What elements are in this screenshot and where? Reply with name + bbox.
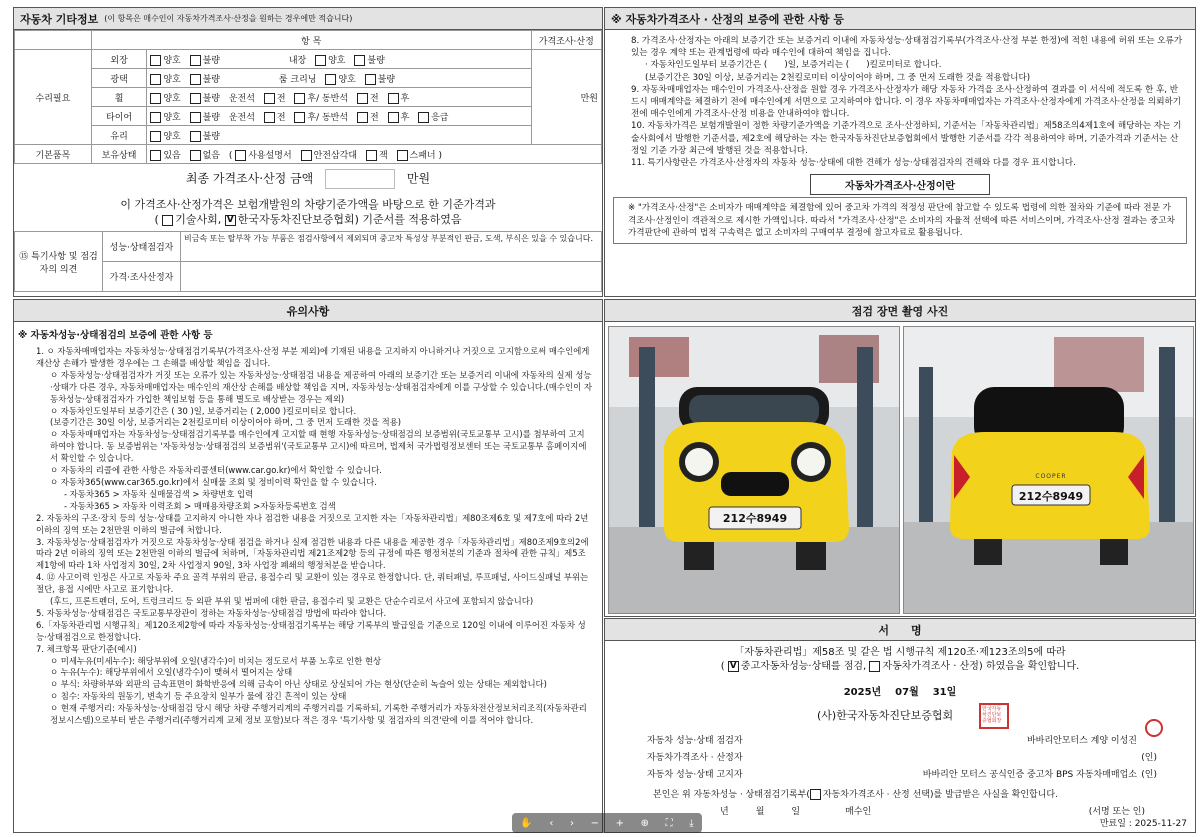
opt-label: 불량 (202, 112, 220, 123)
col-price-label: 가격조사·산정 (531, 31, 601, 50)
signature-row-value: 바바리안모터스 계양 이성진 (1026, 736, 1137, 746)
wheel-bad-checkbox[interactable] (190, 93, 201, 104)
caution-item: ㅇ 부식: 차량하부와 외판의 금속표면이 화학반응에 의해 금속이 아닌 상태로 상실되어 가는 현상(단순히 녹슬어 있는 상태는 제외합니다) (50, 679, 547, 690)
confirm-price-checkbox[interactable] (810, 789, 821, 800)
signature-row (605, 767, 1195, 784)
caution-item: - 자동차365 > 자동차 실매물검색 > 차량번호 입력 (64, 488, 254, 499)
repair-table: 항 목 가격조사·산정 수리필요 외장 양호 불량 내장 양호 불량 만원 광택 양호 불량 룸 크리닝 양호 불량 휠 양호 불량 운전석 전 후/ 동반석 전 후 타이어 양호 불량 운전석 전 후/ 동반석 전 후 응급 유리 양호 불량 기본품목 보유상태 있음 없음 ( 사용설명서 안전삼각대 잭 스패너 ) (14, 30, 602, 164)
sig-org: (사)한국자동차진단보증협회 (817, 709, 954, 722)
driver-label: 운전석 (228, 93, 255, 104)
repair-price-unit: 만원 (531, 50, 601, 145)
guarantee-item-8b: (보증기간은 30일 이상, 보증거리는 2천킬로미터 이상이어야 하며, 그 중 먼저 도래한 것을 적용합니다) (645, 72, 1031, 83)
price-definition-text: ※ "가격조사·산정"은 소비자가 매매계약을 체결함에 있어 중고차 가격의 적정성 판단에 참고할 수 있도록 법령에 의한 절차와 기준에 따라 전문 가격조사·산정인이 객관적으로 제시한 가액입니다. 따라서 "가격조사·산정"은 소비자의 자율적 선택에 따른 서비스이며, 가격조사·산정 결과는 중고차 가격판단에 관하여 법적 구속력은 없고 소비자의 구매여부 결정에 참고자료로 활용됩니다. (613, 197, 1187, 244)
photo-header: 점검 장면 촬영 사진 (605, 300, 1195, 322)
opt-label: 양호 (163, 74, 181, 85)
caution-item: 3. 자동차성능·상태점검자가 거짓으로 자동차성능·상태 점검을 하거나 실제 점검한 내용과 다른 내용을 제공한 경우「자동차관리법」제80조제9호의2에 따라 2년 이하의 징역 또는 2천만원 이하의 벌금에 처하며,「자동차관리법 제21조제2항 등의 규정에 따른 행정처분의 기준과 절차에 관한 규칙」제5조제1항에 따라 1차 사업정지 30일, 2차 사업정지 90일, 3차 사업장 폐쇄의 행정처분을 받습니다. (36, 536, 589, 571)
driver-label: 운전석 (228, 112, 255, 123)
opt-label: 양호 (163, 112, 181, 123)
next-page-icon[interactable]: › (569, 817, 574, 829)
guarantee-item-10: 10. 자동차가격은 보험개발원이 정한 차량기준가액을 기준가격으로 조사·산정하되, 기준서는「자동차관리법」제58조의4제1호에 해당하는 자는 기술사회에서 발행한 기준서를, 제2호에 해당하는 자는 한국자동차진단보증협회에서 발행한 기준서를 각각 적용하여야 하며, 기준가격과 기준서는 산정일 기준 가장 최근에 발행된 것을 적용합니다. (631, 121, 1182, 156)
caution-list (14, 343, 602, 727)
repair-needed-label: 수리필요 (15, 50, 92, 145)
signature-row-mark: (인) (1141, 770, 1157, 780)
opt-label: 전 (369, 93, 379, 104)
price-definition-title: 자동차가격조사·산정이란 (810, 174, 990, 195)
opt-label: 잭 (378, 150, 388, 161)
rear-photo (903, 326, 1194, 614)
basis-text (14, 197, 602, 227)
tire-driver-rear-checkbox[interactable] (294, 112, 305, 123)
hand-tool-icon[interactable]: ✋ (520, 817, 533, 829)
opt-label: 후 (400, 93, 410, 104)
caution-item: 1. ㅇ 자동차매매업자는 자동차성능·상태점검기록부(가격조사·산정 부분 제외)에 기재된 내용을 고지하지 아니하거나 거짓으로 고지함으로써 매수인에게 재산상 손해가 발생한 경우에는 그 손해를 배상할 책임을 집니다. (36, 346, 590, 368)
rear-badge: COOPER (1035, 473, 1067, 480)
viewer-toolbar (512, 813, 702, 833)
row-tire: 타이어 (91, 107, 146, 126)
signature-row-label: 자동차가격조사 · 산정자 (647, 753, 743, 763)
signature-row-mark: (인) (1141, 753, 1157, 763)
basis-line2: ( 기술사회, V 한국자동차진단보증협회) 기준서를 적용하였음 (154, 213, 462, 226)
caution-item: ㅇ 미세누유(미세누수): 해당부위에 오일(냉각수)이 비치는 정도로서 부품 노후로 인한 현상 (50, 655, 382, 666)
wheel-driver-rear-checkbox[interactable] (294, 93, 305, 104)
rear-plate: 212수8949 (1018, 490, 1084, 503)
rear-car-image (904, 327, 1194, 614)
basic-hold-label: 보유상태 (91, 145, 146, 164)
front-photo (608, 326, 900, 614)
basic-items-label: 기본품목 (15, 145, 92, 164)
engineer-society-checkbox[interactable] (162, 215, 173, 226)
basis-option-a: 기술사회, (175, 213, 222, 226)
seal-text: 한국자동차진단보증협회장 (982, 706, 1002, 724)
signature-row (605, 750, 1195, 767)
row-interior: 내장 (288, 55, 307, 66)
opt-label: 전 (369, 112, 379, 123)
guarantee-item-11: 11. 특기사항란은 가격조사·산정자의 자동차 성능·상태에 대한 견해가 성능·상태점검자의 견해와 다를 경우 표시합니다. (631, 158, 1076, 169)
final-price-unit: 만원 (406, 171, 431, 186)
jack-checkbox[interactable] (366, 150, 377, 161)
caution-item: ㅇ 자동차365(www.car365.go.kr)에서 실매물 조회 및 정비이력 확인을 할 수 있습니다. (50, 476, 377, 487)
zoom-in-icon[interactable]: + (615, 817, 624, 829)
used-car-check-checkbox[interactable]: V (728, 661, 739, 672)
opt-label: 후 (307, 93, 317, 104)
exterior-good-checkbox[interactable] (150, 55, 161, 66)
manual-checkbox[interactable] (235, 150, 246, 161)
sig-day-unit: 일 (946, 687, 957, 698)
buyer-date-label: 년 월 일 매수인 (720, 807, 872, 817)
signature-org-row (605, 703, 1195, 727)
price-guarantee-header: ※ 자동차가격조사 · 산정의 보증에 관한 사항 등 (605, 8, 1195, 30)
caution-item: ㅇ 침수: 자동차의 원동기, 변속기 등 주요장치 일부가 물에 잠긴 흔적이 있는 상태 (50, 691, 347, 702)
caution-item: - 자동차365 > 자동차 이력조회 > 매매용차량조회 >자동차등록번호 검색 (64, 500, 336, 511)
special-notes-label: ⑮ 특기사항 및 점검자의 의견 (15, 232, 103, 292)
photo-panel (604, 299, 1196, 617)
opt-label: 스패너 (409, 150, 436, 161)
price-guarantee-list (605, 30, 1195, 171)
spanner-checkbox[interactable] (397, 150, 408, 161)
signature-date (605, 683, 1195, 698)
opt-label: 있음 (163, 150, 181, 161)
other-info-panel (13, 7, 603, 297)
caution-item: (후드, 프론트펜더, 도어, 트렁크리드 등 외판 부위 및 범퍼에 대한 판금, 용접수리 및 교환은 단순수리로서 사고에 포함되지 않습니다) (50, 596, 534, 607)
caution-item: 7. 체크항목 판단기준(예시) (36, 643, 137, 654)
opt-label: 사용설명서 (248, 150, 292, 161)
signature-header: 서 명 (605, 619, 1195, 641)
wheel-driver-front-checkbox[interactable] (264, 93, 275, 104)
interior-bad-checkbox[interactable] (354, 55, 365, 66)
caution-item: 5. 자동차성능·상태점검은 국토교통부장관이 정하는 자동차성능·상태점검 방법에 따라야 합니다. (36, 607, 387, 618)
opt-label: 양호 (328, 55, 346, 66)
sig-day: 31 (932, 687, 947, 698)
final-price-label: 최종 가격조사·산정 금액 (185, 171, 314, 186)
confirm-text-a: 본인은 위 자동차성능 · 상태점검기록부( (653, 790, 810, 800)
caution-item: ㅇ 자동차의 리콜에 관한 사항은 자동차리콜센터(www.car.go.kr)에서 확인할 수 있습니다. (50, 465, 382, 476)
sig-year-unit: 년 (871, 687, 882, 698)
basic-no-checkbox[interactable] (190, 150, 201, 161)
row-wheel: 휠 (91, 88, 146, 107)
opt-label: 응급 (431, 112, 449, 123)
price-guarantee-panel (604, 7, 1196, 297)
confirm-text-b: 자동차가격조사 · 산정 선택)를 발급받은 사실을 확인합니다. (822, 790, 1058, 800)
opt-label: 불량 (367, 55, 385, 66)
glass-good-checkbox[interactable] (150, 131, 161, 142)
buyer-sign-mark: (서명 또는 인) (1088, 807, 1145, 817)
price-assessor-text (181, 262, 602, 292)
caution-item: ㅇ 자동차성능·상태점검자가 거짓 또는 오류가 있는 자동차성능·상태점검 내용을 제공하여 아래의 보증기간 또는 보증거리 이내에 자동차의 실제 성능·상태가 다른 경우, 자동차매매업자는 매수인의 재산상 손해를 배상할 책임을 지며, 자동차성능·상태점검자에게 이를 구상할 수 있습니다.(매수인이 자동차성능·상태점검자가 가입한 책임보험 등을 통해 별도로 배상받는 경우는 제외) (50, 369, 592, 404)
opt-label: 후 (307, 112, 317, 123)
other-info-title: 자동차 기타정보 (20, 12, 99, 26)
opt-label: 양호 (338, 74, 356, 85)
gloss-bad-checkbox[interactable] (190, 74, 201, 85)
tire-pass-rear-checkbox[interactable] (388, 112, 399, 123)
wheel-pass-front-checkbox[interactable] (357, 93, 368, 104)
front-car-image (609, 327, 900, 614)
opt-label: 불량 (377, 74, 396, 85)
row-room-cleaning: 룸 크리닝 (278, 74, 317, 85)
col-item-label: 항 목 (91, 31, 531, 50)
perf-inspector-label: 성능·상태점검자 (103, 232, 181, 262)
final-price-row (14, 169, 602, 189)
final-price-input[interactable] (325, 169, 395, 189)
tire-pass-front-checkbox[interactable] (357, 112, 368, 123)
download-icon[interactable]: ⤓ (689, 817, 694, 829)
sig-option-b: 자동차가격조사 · 산정) 하였음을 확인합니다. (882, 661, 1080, 672)
basis-option-b: 한국자동차진단보증협회) 기준서를 적용하였음 (237, 213, 462, 226)
caution-item: ㅇ 누유(누수): 해당부위에서 오일(냉각수)이 맺혀서 떨어지는 상태 (50, 667, 293, 678)
opt-label: 전 (276, 93, 286, 104)
signature-statement (605, 646, 1195, 674)
prev-page-icon[interactable]: ‹ (549, 817, 554, 829)
guarantee-item-8a: · 자동차인도일부터 보증기간은 ( )일, 보증거리는 ( )킬로미터로 합니다. (645, 60, 942, 71)
caution-subtitle: ※ 자동차성능·상태점검의 보증에 관한 사항 등 (18, 330, 213, 341)
confirm-line (605, 787, 1195, 800)
signature-line1: 「자동차관리법」제58조 및 같은 법 시행규칙 제120조·제123조의5에 따라 (734, 647, 1066, 658)
interior-good-checkbox[interactable] (315, 55, 326, 66)
caution-item: ㅇ 자동차매매업자는 자동차성능·상태점검기록부를 매수인에게 고지할 때 현행 자동차성능·상태점검의 보증범위(국토교통부 고시)를 첨부하여 고지하여야 합니다. 동 보증범위는 '자동차성능·상태점검의 보증범위'(국토교통부 고시)에 따르며, 법제처 국가법령정보센터 또는 국토교통부 홈페이지에서 확인할 수 있습니다. (50, 429, 587, 464)
price-check-checkbox[interactable] (869, 661, 880, 672)
signature-row-label: 자동차 성능·상태 점검자 (647, 736, 743, 746)
basic-yes-checkbox[interactable] (150, 150, 161, 161)
caution-item: ㅇ 현재 주행거리: 자동차성능·상태점검 당시 해당 차량 주행거리계의 주행거리를 기록하되, 기록한 주행거리가 자동차전산정보처리조직(자동차관리정보시스템)으로부터 받은 주행거리(주행거리계 교체 정보 포함)보다 적은 경우 '특기사항 및 점검자의 의견'란에 이를 적어야 합니다. (50, 703, 587, 726)
tire-bad-checkbox[interactable] (190, 112, 201, 123)
signature-row-label: 자동차 성능·상태 고지자 (647, 770, 743, 780)
opt-label: 불량 (202, 131, 220, 142)
expiry-date: 만료일 : 2025-11-27 (1099, 819, 1187, 829)
glass-bad-checkbox[interactable] (190, 131, 201, 142)
opt-label: 없음 (202, 150, 220, 161)
opt-label: 불량 (202, 74, 220, 85)
sig-option-a: 중고자동차성능·상태를 점검, (740, 661, 867, 672)
guarantee-item-9: 9. 자동차매매업자는 매수인이 가격조사·산정을 원할 경우 가격조사·산정자가 해당 자동차 가격을 조사·산정하여 결과를 이 서식에 적도록 한 후, 반드시 매매계약을 체결하기 전에 매수인에게 서면으로 고지하여야 합니다. 이 경우 자동차매매업자는 가격조사·산정자에게 가격조사·산정을 의뢰하기 전에 매수인에게 가격조사·산정 비용을 안내하여야 합니다. (631, 84, 1182, 120)
sig-month: 07 (895, 687, 910, 698)
kadiwa-checkbox[interactable]: V (225, 215, 236, 226)
row-exterior: 외장 (91, 50, 146, 69)
association-seal (979, 703, 1009, 729)
opt-label: 양호 (163, 93, 181, 104)
row-gloss: 광택 (91, 69, 146, 88)
room-bad-checkbox[interactable] (365, 74, 376, 85)
inspector-seal (1145, 719, 1163, 737)
signature-panel (604, 618, 1196, 833)
opt-label: 양호 (163, 131, 181, 142)
caution-item: 4. ⑫ 사고이력 인정은 사고로 자동차 주요 골격 부위의 판금, 용접수리 및 교환이 있는 경우로 한정합니다. 단, 쿼터패널, 루프패널, 사이드실패널 부위는 절단, 용접 시에만 사고로 표기합니다. (36, 572, 589, 595)
perf-inspector-text: 비금속 또는 탈부착 가능 부품은 점검사항에서 제외되며 중고차 특성상 부분적인 판금, 도색, 부식은 있을 수 있습니다. (181, 232, 602, 262)
caution-item: ㅇ 자동차인도일부터 보증기간은 ( 30 )일, 보증거리는 ( 2,000 )킬로미터로 합니다. (50, 405, 357, 416)
sig-month-unit: 월 (909, 687, 919, 698)
caution-panel (13, 299, 603, 833)
signature-row-value: 바바리안 모터스 공식인증 중고차 BPS 자동차매매업소 (922, 770, 1137, 780)
row-glass: 유리 (91, 126, 146, 145)
zoom-out-icon[interactable]: − (590, 817, 599, 829)
caution-item: 6.「자동차관리법 시행규칙」제120조제2항에 따라 자동차성능·상태점검기록부는 해당 기록부의 발급일을 기준으로 120일 이내에 이루어진 자동차 성능·상태점검으로 한정합니다. (36, 619, 586, 642)
other-info-note: (이 항목은 매수인이 자동차가격조사·산정을 원하는 경우에만 적습니다) (104, 14, 353, 23)
signature-line2: ( V 중고자동차성능·상태를 점검, 자동차가격조사 · 산정) 하였음을 확인합니다. (720, 660, 1080, 672)
tire-driver-front-checkbox[interactable] (264, 112, 275, 123)
caution-item: 2. 자동차의 구조·장치 등의 성능·상태를 고지하지 아니한 자나 점검한 내용을 거짓으로 고지한 자는「자동차관리법」제80조제6호 및 제7호에 따라 2년 이하의 징역 또는 2천만원 이하의 벌금에 처합니다. (36, 512, 589, 535)
room-good-checkbox[interactable] (325, 74, 336, 85)
other-info-header (14, 8, 602, 30)
basis-line1: 이 가격조사·산정가격은 보험개발원의 차량기준가액을 바탕으로 한 기준가격과 (120, 198, 496, 211)
wheel-pass-rear-checkbox[interactable] (388, 93, 399, 104)
opt-label: 안전삼각대 (313, 150, 358, 161)
special-notes-table (14, 231, 602, 292)
fullscreen-icon[interactable]: ⛶ (665, 817, 673, 829)
tire-good-checkbox[interactable] (150, 112, 161, 123)
exterior-bad-checkbox[interactable] (190, 55, 201, 66)
wheel-good-checkbox[interactable] (150, 93, 161, 104)
triangle-checkbox[interactable] (301, 150, 312, 161)
gloss-good-checkbox[interactable] (150, 74, 161, 85)
fit-page-icon[interactable]: ⊕ (640, 817, 649, 829)
sig-year: 2025 (843, 687, 872, 698)
price-assessor-label: 가격·조사산정자 (103, 262, 181, 292)
signature-row (605, 733, 1195, 750)
signature-rows (605, 733, 1195, 784)
opt-label: 불량 (202, 93, 220, 104)
tire-spare-checkbox[interactable] (418, 112, 429, 123)
caution-item: (보증기간은 30일 이상, 보증거리는 2천킬로미터 이상이어야 하며, 그 중 먼저 도래한 것을 적용) (50, 417, 402, 428)
opt-label: / 동반석 (316, 112, 349, 123)
opt-label: 후 (400, 112, 410, 123)
opt-label: / 동반석 (316, 93, 349, 104)
caution-header: 유의사항 (14, 300, 602, 322)
opt-label: 불량 (202, 55, 220, 66)
opt-label: 양호 (163, 55, 181, 66)
front-plate: 212수8949 (722, 512, 788, 525)
guarantee-item-8: 8. 가격조사·산정자는 아래의 보증기간 또는 보증거리 이내에 자동차성능·상태점검기록부(가격조사·산정 부분 한정)에 적힌 내용에 허위 또는 오류가 있는 경우 계약 또는 관계법령에 따라 매수인에 대하여 책임을 집니다. (631, 36, 1183, 59)
opt-label: 전 (276, 112, 286, 123)
